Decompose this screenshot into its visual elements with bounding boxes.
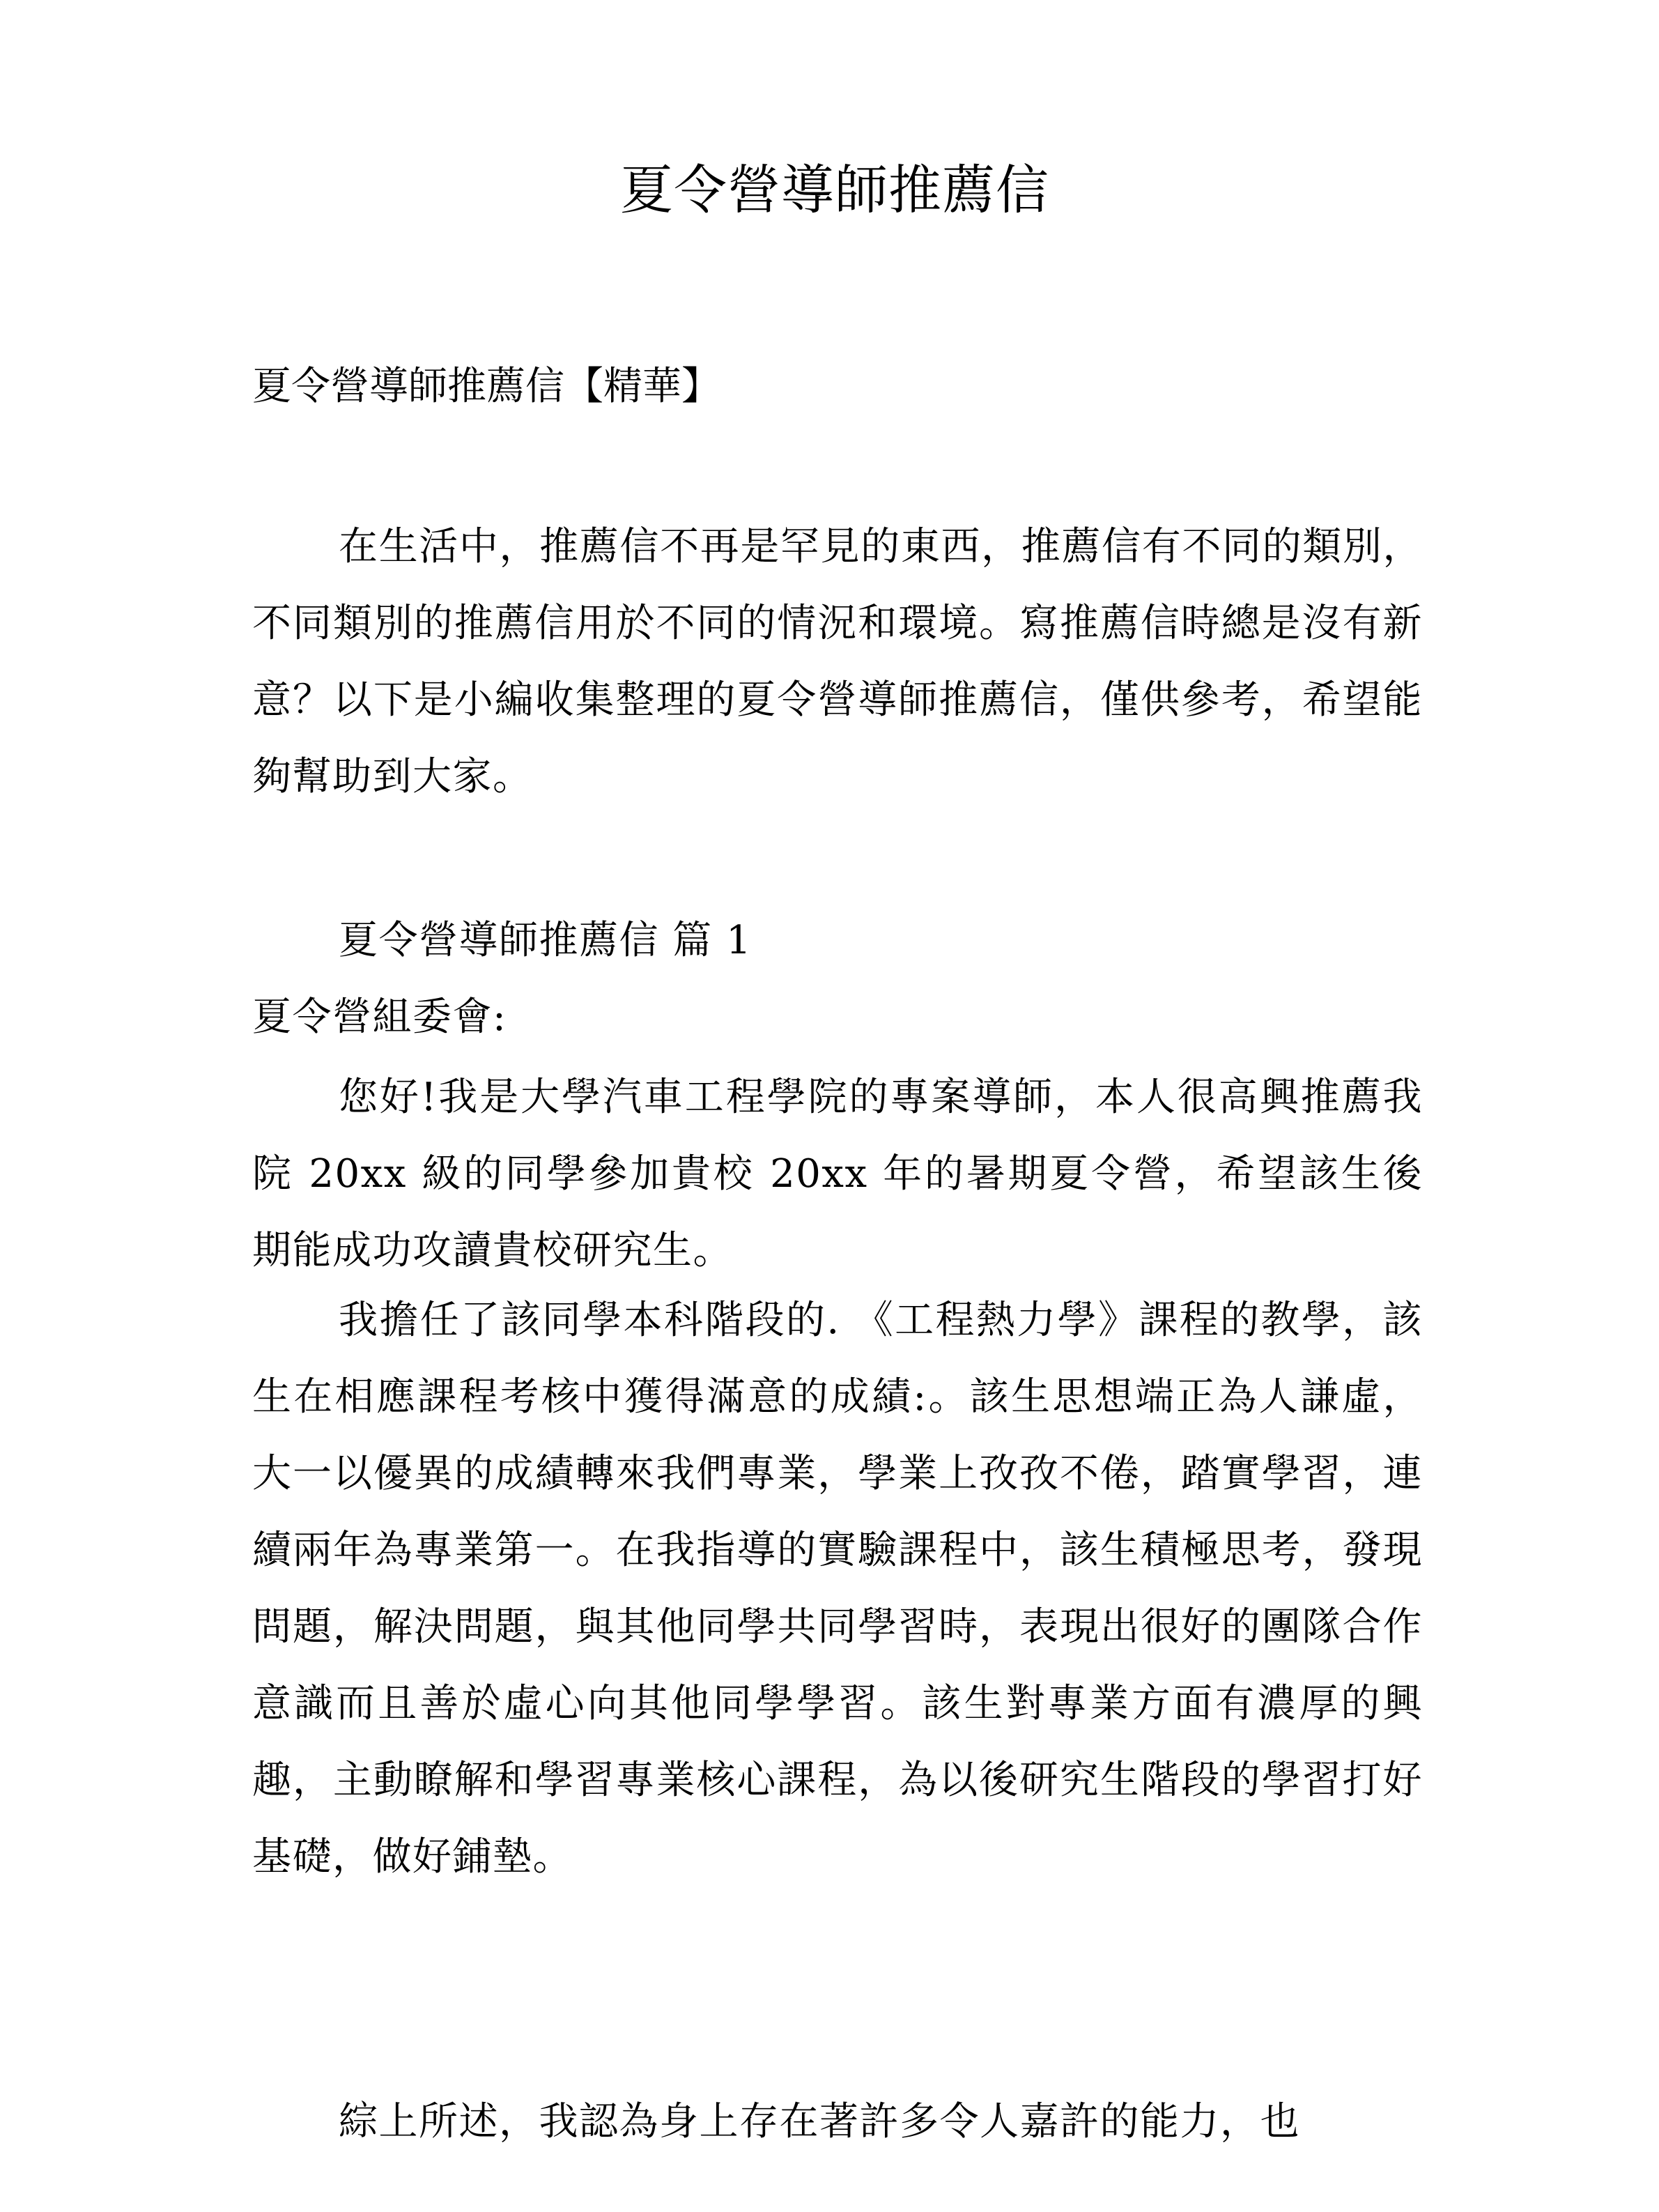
- document-title: 夏令營導師推薦信: [620, 159, 1049, 221]
- body-paragraph: 您好!我是大學汽車工程學院的專案導師，本人很高興推薦我院 20xx 級的同學參加貴校 20xx 年的暑期夏令營，希望該生後期能成功攻讀貴校研究生。: [252, 1075, 1423, 1273]
- intro-paragraph: 在生活中，推薦信不再是罕見的東西，推薦信有不同的類別，不同類別的推薦信用於不同的情況和環境。寫推薦信時總是沒有新意？以下是小編收集整理的夏令營導師推薦信，僅供參考，希望能夠幫助到大家。: [252, 524, 1423, 799]
- document-subtitle: 夏令營導師推薦信【精華】: [252, 364, 720, 409]
- section-heading: 夏令營導師推薦信 篇 1: [339, 918, 753, 963]
- body-paragraph: 綜上所述，我認為身上存在著許多令人嘉許的能力，也: [339, 2099, 1300, 2144]
- body-paragraph: 我擔任了該同學本科階段的. 《工程熱力學》課程的教學，該生在相應課程考核中獲得滿意的成績:。該生思想端正為人謙虛，大一以優異的成績轉來我們專業，學業上孜孜不倦，踏實學習，連續兩年為專業第一。在我指導的實驗課程中，該生積極思考，發現問題，解決問題，與其他同學共同學習時，表現出很好的團隊合作意識而且善於虛心向其他同學學習。該生對專業方面有濃厚的興趣，主動瞭解和學習專業核心課程，為以後研究生階段的學習打好基礎，做好鋪墊。: [252, 1298, 1423, 1880]
- letter-salutation: 夏令營組委會:: [252, 994, 507, 1040]
